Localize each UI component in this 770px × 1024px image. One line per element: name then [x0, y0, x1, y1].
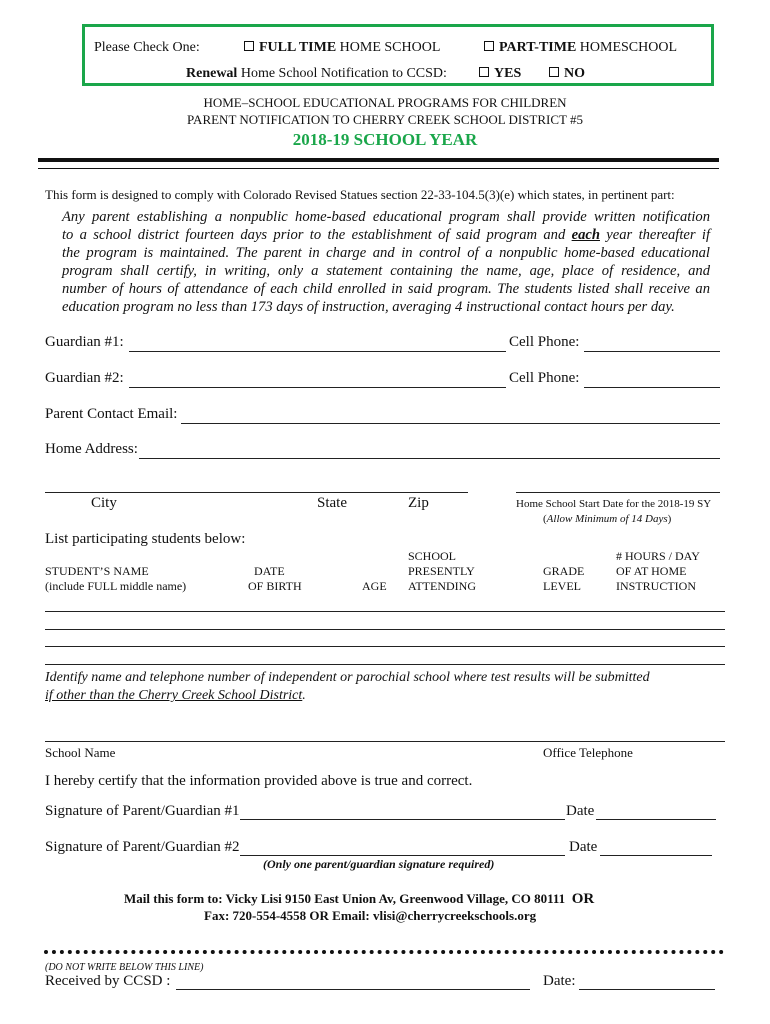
- quote-emphasis-each: each: [571, 227, 600, 243]
- student-row-4[interactable]: [45, 664, 725, 665]
- renewal-yes-checkbox[interactable]: [479, 67, 489, 77]
- guardian-2-label: Guardian #2:: [45, 370, 124, 386]
- renewal-yes-option[interactable]: [479, 66, 521, 82]
- col-hours: # HOURS / DAY: [616, 549, 700, 563]
- col-dob: DATE: [254, 564, 285, 578]
- part-time-checkbox[interactable]: [484, 41, 494, 51]
- intro-text: This form is designed to comply with Colorado Revised Statues section 22-33-104.5(3)(e) which states, in pertinent part:: [45, 187, 675, 202]
- header-rule-thick: [38, 158, 719, 162]
- date-2-label: Date: [569, 839, 598, 855]
- check-one-prompt: Please Check One:: [94, 40, 200, 55]
- col-school-2: PRESENTLY: [408, 564, 475, 578]
- col-student-name: STUDENT’S NAME: [45, 564, 149, 578]
- city-label: City: [91, 495, 117, 511]
- quote-line: Any parent establishing a nonpublic home-based educational program shall provide written notification: [62, 209, 710, 225]
- testing-note-line-1: Identify name and telephone number of independent or parochial school where test results will be submitted: [45, 670, 650, 685]
- signature-1-field[interactable]: [240, 819, 565, 820]
- col-school-3: ATTENDING: [408, 579, 476, 593]
- student-row-1[interactable]: [45, 611, 725, 612]
- students-prompt: List participating students below:: [45, 531, 246, 547]
- header-line-1: HOME–SCHOOL EDUCATIONAL PROGRAMS FOR CHILDREN: [203, 95, 567, 110]
- signature-1-label: Signature of Parent/Guardian #1: [45, 803, 240, 819]
- cell-phone-1-label: Cell Phone:: [509, 334, 580, 350]
- part-time-option[interactable]: [484, 40, 677, 56]
- col-hours-3: INSTRUCTION: [616, 579, 696, 593]
- cell-phone-2-field[interactable]: [584, 387, 720, 388]
- signature-note: (Only one parent/guardian signature required): [263, 857, 495, 871]
- home-address-field[interactable]: [139, 458, 720, 459]
- zip-label: Zip: [408, 495, 429, 511]
- col-student-name-note: (include FULL middle name): [45, 579, 187, 593]
- col-dob-2: OF BIRTH: [248, 579, 302, 593]
- col-grade: GRADE: [543, 564, 585, 578]
- quote-line: the program is maintained. The parent in charge and in control of a nonpublic home-based educational: [62, 245, 710, 261]
- full-time-label: HOME SCHOOL: [336, 40, 441, 55]
- renewal-question: [186, 66, 447, 82]
- school-year-title: 2018-19 SCHOOL YEAR: [292, 130, 478, 149]
- renewal-label: Home School Notification to CCSD:: [237, 66, 447, 81]
- email-label: Parent Contact Email:: [45, 406, 178, 422]
- signature-2-field[interactable]: [240, 855, 565, 856]
- received-date-label: Date:: [543, 973, 576, 989]
- student-row-3[interactable]: [45, 646, 725, 647]
- received-date-field[interactable]: [579, 989, 715, 990]
- guardian-2-field[interactable]: [129, 387, 506, 388]
- cut-line: [44, 950, 724, 954]
- city-state-zip-field[interactable]: [45, 492, 468, 493]
- guardian-1-label: Guardian #1:: [45, 334, 124, 350]
- office-use-note: (DO NOT WRITE BELOW THIS LINE): [45, 962, 204, 973]
- school-name-field[interactable]: [45, 741, 725, 742]
- col-grade-2: LEVEL: [543, 579, 581, 593]
- renewal-label-bold: Renewal: [186, 66, 238, 81]
- renewal-no-checkbox[interactable]: [549, 67, 559, 77]
- date-1-field[interactable]: [596, 819, 716, 820]
- full-time-label-bold: FULL TIME: [259, 40, 337, 55]
- quote-line: to a school district fourteen days prior to the establishment of said program and each year thereafter if: [62, 227, 711, 243]
- start-date-field[interactable]: [516, 492, 720, 493]
- guardian-1-field[interactable]: [129, 351, 506, 352]
- col-age: AGE: [362, 579, 387, 593]
- email-field[interactable]: [181, 423, 720, 424]
- school-name-label: School Name: [45, 745, 116, 760]
- col-school: SCHOOL: [408, 549, 457, 563]
- home-address-label: Home Address:: [45, 441, 138, 457]
- header-rule-thin: [38, 168, 719, 169]
- renewal-yes-label: YES: [494, 66, 522, 81]
- quote-line: program shall certify, in writing, only a statement containing the name, age, place of residence, and: [62, 263, 710, 279]
- student-row-2[interactable]: [45, 629, 725, 630]
- testing-note-line-2: if other than the Cherry Creek School District.: [45, 688, 306, 703]
- fax-email-instructions: Fax: 720-554-4558 OR Email: vlisi@cherrycreekschools.org: [204, 908, 537, 923]
- date-1-label: Date: [566, 803, 595, 819]
- statute-quote: [62, 208, 710, 316]
- state-label: State: [317, 495, 347, 511]
- part-time-label: HOMESCHOOL: [576, 40, 678, 55]
- header-line-2: PARENT NOTIFICATION TO CHERRY CREEK SCHOOL DISTRICT #5: [187, 112, 583, 127]
- received-label: Received by CCSD :: [45, 973, 171, 989]
- mail-or: OR: [571, 891, 595, 907]
- cell-phone-2-label: Cell Phone:: [509, 370, 580, 386]
- mail-instructions: Mail this form to: Vicky Lisi 9150 East Union Av, Greenwood Village, CO 80111 OR: [124, 891, 595, 907]
- full-time-option[interactable]: [244, 40, 440, 56]
- part-time-label-bold: PART-TIME: [499, 40, 577, 55]
- col-hours-2: OF AT HOME: [616, 564, 687, 578]
- signature-2-label: Signature of Parent/Guardian #2: [45, 839, 240, 855]
- renewal-no-option[interactable]: [549, 66, 585, 82]
- full-time-checkbox[interactable]: [244, 41, 254, 51]
- date-2-field[interactable]: [600, 855, 712, 856]
- start-date-note: (Allow Minimum of 14 Days): [543, 513, 672, 525]
- certification-text: I hereby certify that the information provided above is true and correct.: [45, 773, 473, 789]
- start-date-label: Home School Start Date for the 2018-19 SY: [516, 498, 712, 510]
- cell-phone-1-field[interactable]: [584, 351, 720, 352]
- office-telephone-label: Office Telephone: [543, 745, 633, 760]
- quote-line: education program no less than 173 days of instruction, averaging 4 instructional contact hours per day.: [62, 299, 675, 315]
- received-field[interactable]: [176, 989, 530, 990]
- quote-line: number of hours of attendance of each child enrolled in said program. The students listed shall receive an: [62, 281, 710, 297]
- renewal-no-label: NO: [564, 66, 585, 81]
